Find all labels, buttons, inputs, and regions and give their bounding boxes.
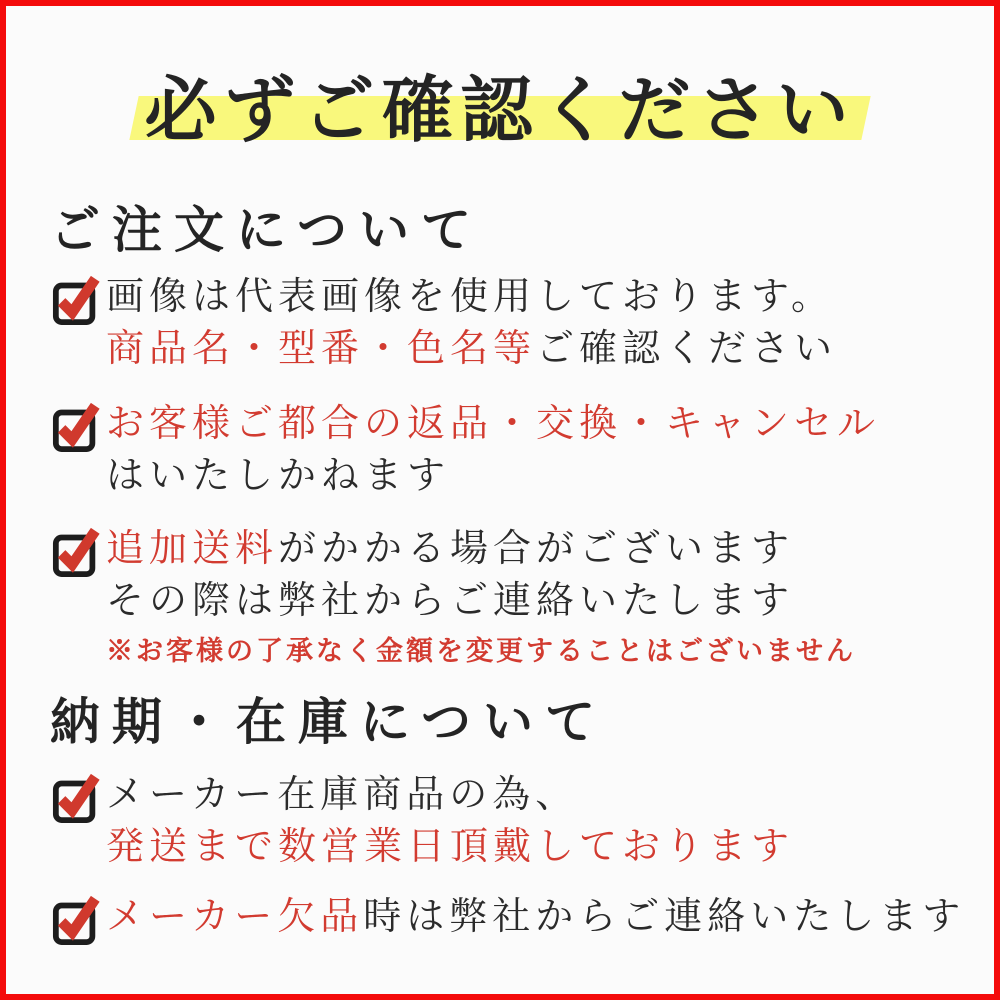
notice-line (106, 270, 837, 322)
notice-text-segment-emphasis: 商品名・型番・色名等 (106, 326, 537, 370)
notice-text-segment: 画像は代表画像を使用しております。 (106, 274, 834, 318)
notice-text-segment: がかかる場合がございます (278, 526, 795, 570)
notice-item-maker-shortage (52, 890, 965, 946)
title-block (6, 52, 994, 156)
notice-text-segment: ご確認ください (536, 326, 838, 370)
notice-text-segment: メーカー在庫商品の為、 (106, 772, 579, 816)
page-title: 必ずご確認ください (144, 67, 856, 152)
notice-item-text (106, 890, 965, 942)
notice-item-text (106, 522, 856, 672)
notice-item-no-returns (52, 397, 880, 501)
notice-text-segment-emphasis: メーカー欠品 (106, 894, 364, 938)
notice-item-maker-stock (52, 768, 794, 872)
notice-line (106, 890, 965, 942)
checked-checkbox-icon (52, 399, 102, 453)
checked-checkbox-icon (52, 272, 102, 326)
checked-checkbox-icon (52, 770, 102, 824)
notice-text-segment: 時は弊社からご連絡いたします (363, 894, 966, 938)
notice-text-segment-emphasis: 追加送料 (106, 526, 279, 570)
notice-text-segment-emphasis: 発送まで数営業日頂戴しております (106, 824, 795, 868)
notice-text-segment-emphasis: お客様ご都合の返品・交換・キャンセル (106, 401, 881, 445)
notice-item-text (106, 270, 837, 374)
notice-line (106, 768, 794, 820)
notice-line (106, 397, 880, 449)
notice-text-segment: その際は弊社からご連絡いたします (106, 578, 795, 622)
notice-line (106, 449, 880, 501)
notice-item-text (106, 768, 794, 872)
notice-line (106, 322, 837, 374)
notice-line (106, 522, 856, 574)
checked-checkbox-icon (52, 524, 102, 578)
checked-checkbox-icon (52, 892, 102, 946)
notice-line (106, 574, 856, 626)
section-heading-delivery-stock: 納期・在庫について (50, 692, 607, 751)
notice-item-text (106, 397, 880, 501)
section-heading-orders: ご注文について (50, 200, 483, 259)
notice-item-extra-shipping (52, 522, 856, 672)
notice-text-segment-footnote: ※お客様の了承なく金額を変更することはございません (106, 636, 856, 667)
notice-line (106, 820, 794, 872)
notice-footnote (106, 632, 856, 672)
notice-text-segment: はいたしかねます (106, 453, 451, 497)
notice-item-representative-image (52, 270, 837, 374)
